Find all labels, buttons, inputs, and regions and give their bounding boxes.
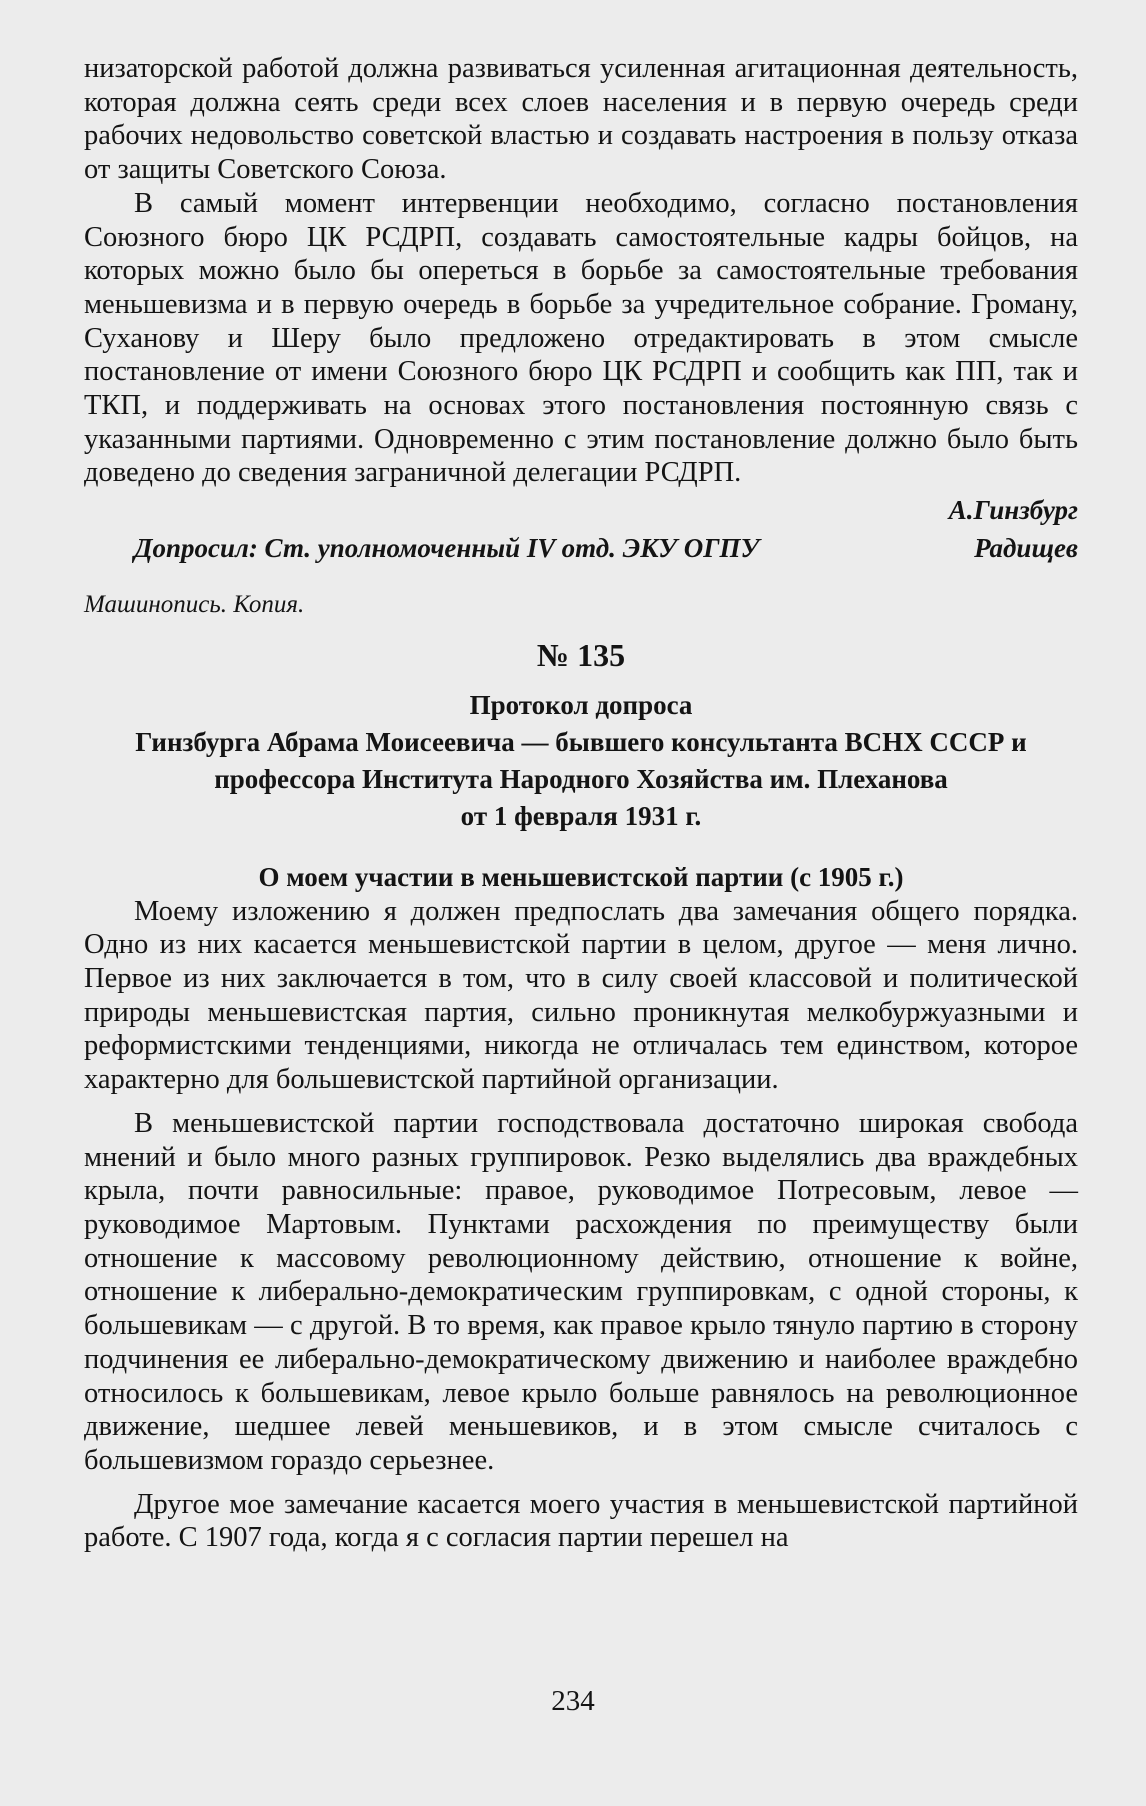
paragraph-remarks: Моему изложению я должен предпослать два замечания общего порядка. Одно из них касается меньшевистской партии в целом, другое — меня лично. Первое из них заключается в том, что в силу своей классовой и политической природы меньшевистская партия, сильно проникнутая мелкобуржуазными и реформистскими тенденциями, никогда не отличалась тем единством, которое характерно для большевистской партийной организации.: [84, 895, 1078, 1096]
section-title: О моем участии в меньшевистской партии (с 1905 г.): [258, 861, 904, 892]
heading-line: профессора Института Народного Хозяйства им. Плеханова: [214, 763, 948, 794]
signature-ginzburg: А.Гинзбург: [948, 495, 1078, 526]
page-text: [84, 52, 1078, 1555]
page-number: 234: [551, 1685, 595, 1717]
paragraph-personal: Другое мое замечание касается моего участия в меньшевистской партийной работе. С 1907 года, когда я с согласия партии перешел на: [84, 1488, 1078, 1554]
document-number: № 135: [536, 637, 626, 674]
paragraph-intervention: В самый момент интервенции необходимо, согласно постановления Союзного бюро ЦК РСДРП, создавать самостоятельные кадры бойцов, на которых можно было бы опереться в борьбе за самостоятельные требования меньшевизма и в первую очередь в борьбе за учредительное собрание. Громану, Суханову и Шеру было предложено отредактировать в этом смысле постановление от имени Союзного бюро ЦК РСДРП и сообщить как ПП, так и ТКП, и поддерживать на основах этого постановления постоянную связь с указанными партиями. Одновременно с этим постановление должно было быть доведено до сведения заграничной делегации РСДРП.: [84, 187, 1078, 489]
paragraph-continuation: низаторской работой должна развиваться усиленная агитационная деятельность, которая должна сеять среди всех слоев населения и в первую очередь среди рабочих недовольство советской властью и создавать настроения в пользу отказа от защиты Советского Союза.: [84, 53, 1078, 186]
heading-line: Гинзбурга Абрама Моисеевича — бывшего консультанта ВСНХ СССР и: [135, 726, 1027, 757]
document-note: Машинопись. Копия.: [84, 590, 305, 618]
heading-line: от 1 февраля 1931 г.: [460, 800, 702, 831]
heading-line: Протокол допроса: [469, 689, 693, 720]
document-heading: [84, 687, 1078, 835]
interrogator-title: Допросил: Ст. уполномоченный IV отд. ЭКУ ОГПУ: [134, 532, 760, 563]
interrogator-name: Радищев: [974, 532, 1078, 563]
paragraph-factions: В меньшевистской партии господствовала достаточно широкая свобода мнений и было много разных группировок. Резко выделялись два враждебных крыла, почти равносильные: правое, руководимое Потресовым, левое — руководимое Мартовым. Пунктами расхождения по преимуществу были отношение к массовому революционному действию, отношение к войне, отношение к либерально-демократическим группировкам, с одной стороны, к большевикам — с другой. В то время, как правое крыло тянуло партию в сторону подчинения ее либерально-демократическому движению и наиболее враждебно относилось к большевикам, левое крыло больше равнялось на революционное движение, шедшее левей меньшевиков, и в этом смысле считалось с большевизмом гораздо серьезнее.: [84, 1107, 1078, 1476]
interrogator-line: [84, 532, 1078, 566]
